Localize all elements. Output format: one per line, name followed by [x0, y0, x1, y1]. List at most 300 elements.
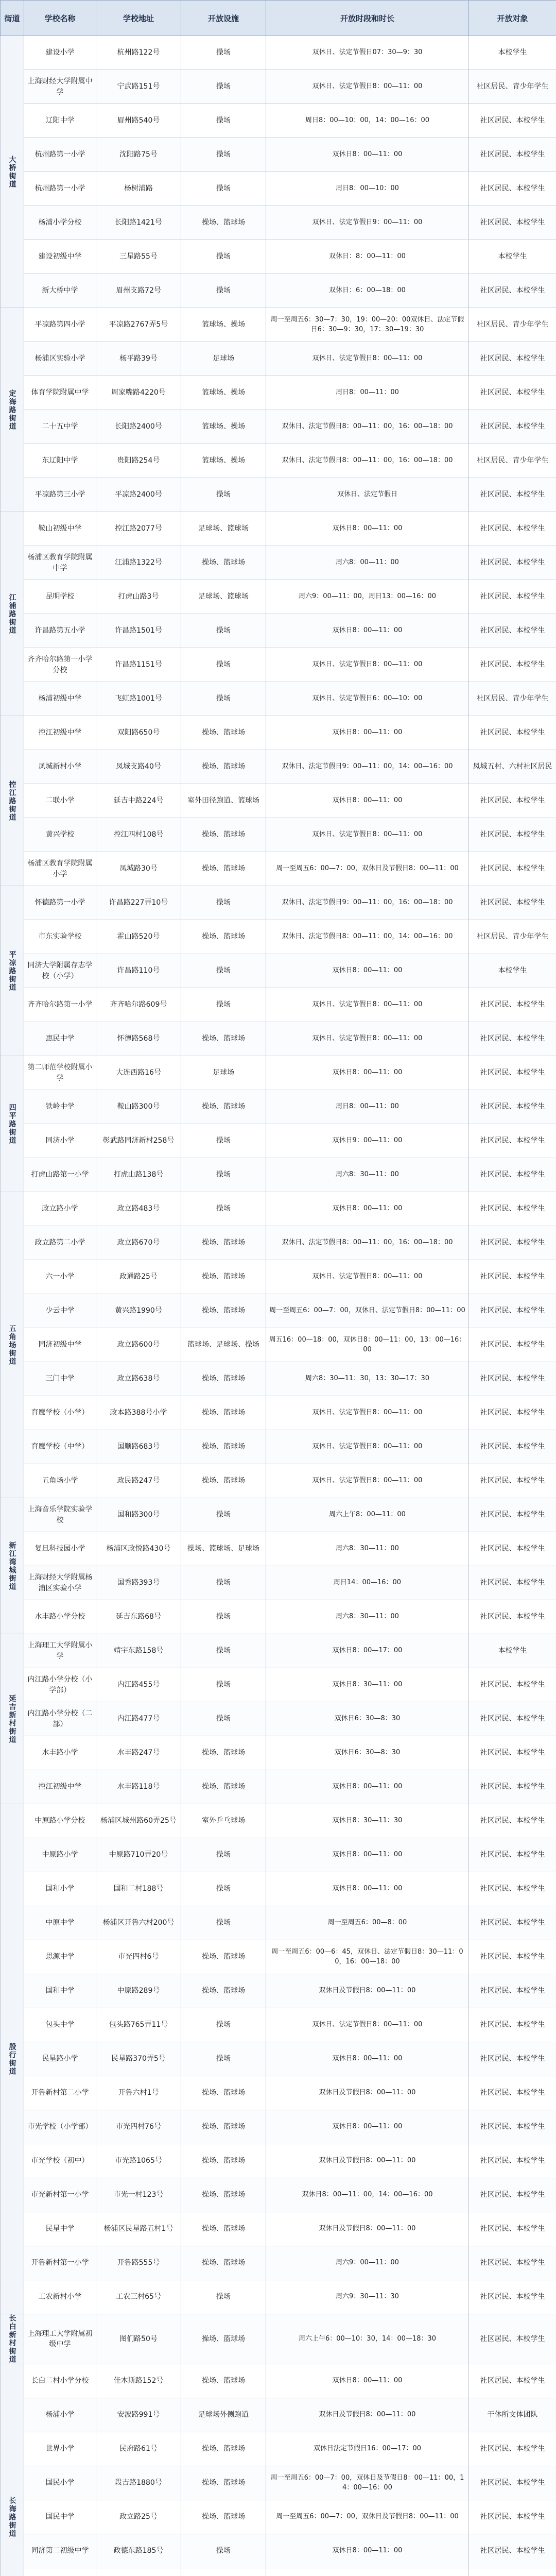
- school-address-cell: 政立路25号: [96, 2500, 181, 2534]
- open-hours-cell: 双休日、法定节假日9：00—11：00，16：00—18：00: [266, 886, 469, 920]
- school-name-cell: 五角场小学: [24, 1464, 96, 1498]
- table-row: [1, 206, 556, 240]
- open-audience-cell: 社区居民、本校学生: [469, 1872, 556, 1906]
- open-facilities-cell: 操场: [181, 988, 266, 1022]
- open-audience-cell: 社区居民、本校学生: [469, 2314, 556, 2364]
- school-name-cell: 齐齐哈尔路第一小学分校: [24, 648, 96, 682]
- school-address-cell: 图们路50号: [96, 2314, 181, 2364]
- school-name-cell: 国民中学: [24, 2500, 96, 2534]
- open-audience-cell: 社区居民、本校学生: [469, 2144, 556, 2178]
- open-audience-cell: 社区居民、本校学生: [469, 1498, 556, 1532]
- table-row: [1, 2500, 556, 2534]
- table-row: [1, 2466, 556, 2500]
- school-name-cell: 市光学校（小学部）: [24, 2110, 96, 2144]
- open-facilities-cell: 操场: [181, 274, 266, 308]
- school-name-cell: 上海音乐学院实验学校: [24, 1498, 96, 1532]
- school-name-cell: 怀德路第一小学: [24, 886, 96, 920]
- table-row: [1, 1192, 556, 1226]
- school-name-cell: 长白二村小学分校: [24, 2364, 96, 2398]
- open-hours-cell: 双休日、法定节假日8：00—11：00: [266, 2008, 469, 2042]
- open-hours-cell: 周六上午8：00—11：00: [266, 1498, 469, 1532]
- open-facilities-cell: 操场、篮球场: [181, 1940, 266, 1974]
- school-address-cell: 中原路710弄20号: [96, 1838, 181, 1872]
- table-row: [1, 2008, 556, 2042]
- open-hours-cell: 双休日、法定节假日07：30—9：30: [266, 36, 469, 70]
- open-facilities-cell: 操场: [181, 2534, 266, 2568]
- open-audience-cell: 社区居民、本校学生: [469, 1192, 556, 1226]
- table-body: [1, 36, 556, 2576]
- school-address-cell: 许昌路227弄10号: [96, 886, 181, 920]
- open-facilities-cell: 操场: [181, 1872, 266, 1906]
- open-hours-cell: 周日8：00—10：00，14：00—16：00: [266, 104, 469, 138]
- school-name-cell: 中原路小学: [24, 1838, 96, 1872]
- open-facilities-cell: 篮球场、足球场、操场: [181, 1328, 266, 1362]
- school-name-cell: 市光学校（初中）: [24, 2144, 96, 2178]
- open-hours-cell: 双休日8：00—11：00，14：00—16：00: [266, 2178, 469, 2212]
- school-address-cell: 沈阳路75号: [96, 138, 181, 172]
- open-facilities-cell: 足球场: [181, 342, 266, 376]
- open-facilities-cell: 篮球场、操场: [181, 376, 266, 410]
- school-address-cell: 政德东路185号: [96, 2534, 181, 2568]
- school-address-cell: 市光路1065号: [96, 2144, 181, 2178]
- school-name-cell: 杭州路第一小学: [24, 172, 96, 206]
- school-address-cell: 凤城支路40号: [96, 750, 181, 784]
- school-address-cell: 中原路289号: [96, 1974, 181, 2008]
- open-hours-cell: 周一至周五6：00—6：45，双休日、法定节假日8：30—11：00，16：00—18：00: [266, 1940, 469, 1974]
- open-facilities-cell: 操场: [181, 104, 266, 138]
- open-hours-cell: 双休日6：30—8：30: [266, 1702, 469, 1736]
- open-hours-cell: 周日14：00—16：00: [266, 1566, 469, 1600]
- school-address-cell: 国顺路683号: [96, 1430, 181, 1464]
- school-address-cell: 杭州路122号: [96, 36, 181, 70]
- open-audience-cell: 社区居民、本校学生: [469, 2466, 556, 2500]
- table-row: [1, 1736, 556, 1770]
- table-row: [1, 1022, 556, 1056]
- school-address-cell: 杨浦区开鲁六村200号: [96, 1906, 181, 1940]
- open-hours-cell: [266, 2568, 469, 2576]
- open-hours-cell: 双休日、法定节假日9：00—11：00，14：00—16：00: [266, 750, 469, 784]
- open-facilities-cell: 操场: [181, 2280, 266, 2314]
- school-address-cell: 延吉东路68号: [96, 1600, 181, 1634]
- open-hours-cell: 周一至周五6：00—7：00，双休日及节假日8：00—11：00，14：00—16：00: [266, 2466, 469, 2500]
- open-audience-cell: 社区居民、本校学生: [469, 104, 556, 138]
- school-name-cell: 上海理工大学附属小学: [24, 1634, 96, 1668]
- school-address-cell: 安波路991号: [96, 2398, 181, 2432]
- open-hours-cell: 双休日、法定节假日8：00—11：00: [266, 1022, 469, 1056]
- open-facilities-cell: 操场、篮球场: [181, 2076, 266, 2110]
- open-hours-cell: 双休日及节假日8：00—11：00: [266, 2144, 469, 2178]
- open-audience-cell: 社区居民、本校学生: [469, 2364, 556, 2398]
- table-row: [1, 1872, 556, 1906]
- table-row: [1, 512, 556, 546]
- school-address-cell: 许昌路1501号: [96, 614, 181, 648]
- open-facilities-cell: 操场、篮球场: [181, 1464, 266, 1498]
- school-address-cell: 开鲁路555号: [96, 2246, 181, 2280]
- table-row: [1, 1158, 556, 1192]
- open-facilities-cell: 篮球场、操场: [181, 410, 266, 444]
- open-facilities-cell: 操场: [181, 1192, 266, 1226]
- street-cell: 四平路街道: [1, 1056, 24, 1192]
- school-address-cell: 宁武路151号: [96, 70, 181, 104]
- school-address-cell: 民星路370弄5号: [96, 2042, 181, 2076]
- school-name-cell: 市东实验学校: [24, 920, 96, 954]
- open-facilities-cell: 操场: [181, 954, 266, 988]
- street-cell: 江浦路街道: [1, 512, 24, 716]
- open-hours-cell: 双休日及节假日8：00—11：00: [266, 1974, 469, 2008]
- header-open-hours: 开放时段和时长: [266, 1, 469, 36]
- open-hours-cell: 双休日及节假日8：00—11：00: [266, 2398, 469, 2432]
- school-name-cell: 开鲁新村第二小学: [24, 2076, 96, 2110]
- open-audience-cell: 社区居民、本校学生: [469, 784, 556, 818]
- open-facilities-cell: 操场、篮球场: [181, 716, 266, 750]
- school-address-cell: 包头路765弄11号: [96, 2008, 181, 2042]
- open-audience-cell: 干休所文体团队: [469, 2398, 556, 2432]
- open-hours-cell: 周六8：00—11：00: [266, 546, 469, 580]
- school-name-cell: 市光新村第一小学: [24, 2178, 96, 2212]
- school-address-cell: 杨浦区城州路60弄25号: [96, 1804, 181, 1838]
- school-name-cell: 上海财经大学附属杨浦区实验小学: [24, 1566, 96, 1600]
- open-facilities-cell: 操场、篮球场: [181, 1226, 266, 1260]
- school-name-cell: 新大桥中学: [24, 274, 96, 308]
- open-facilities-cell: 操场、篮球场: [181, 1974, 266, 2008]
- school-address-cell: 水丰路118号: [96, 1770, 181, 1804]
- open-facilities-cell: 操场、篮球场: [181, 2500, 266, 2534]
- open-audience-cell: 社区居民、本校学生: [469, 1090, 556, 1124]
- table-row: [1, 1396, 556, 1430]
- open-audience-cell: 社区居民、本校学生: [469, 1600, 556, 1634]
- school-address-cell: 周家嘴路4220号: [96, 376, 181, 410]
- open-facilities-cell: 操场: [181, 70, 266, 104]
- open-facilities-cell: 操场、篮球场: [181, 2246, 266, 2280]
- open-hours-cell: 双休日、法定节假日8：00—11：00，14：00—16：00: [266, 920, 469, 954]
- school-name-cell: 平凉路第三小学: [24, 478, 96, 512]
- school-address-cell: 控江四村108号: [96, 818, 181, 852]
- school-address-cell: 延吉中路224号: [96, 784, 181, 818]
- open-hours-cell: 双休日8：00—11：00: [266, 1056, 469, 1090]
- table-row: [1, 444, 556, 478]
- open-hours-cell: 双休日8：30—11：30: [266, 1804, 469, 1838]
- table-row: [1, 2178, 556, 2212]
- open-audience-cell: 本校学生: [469, 1634, 556, 1668]
- open-facilities-cell: 操场: [181, 172, 266, 206]
- table-row: [1, 1328, 556, 1362]
- open-hours-cell: 双休日8：00—11：00: [266, 716, 469, 750]
- open-hours-cell: 双休日、法定节假日8：00—11：00: [266, 1464, 469, 1498]
- open-facilities-cell: 操场: [181, 138, 266, 172]
- open-hours-cell: 双休日、法定节假日8：00—11：00: [266, 648, 469, 682]
- school-address-cell: 杨树浦路: [96, 172, 181, 206]
- open-audience-cell: 社区居民、本校学生: [469, 1294, 556, 1328]
- school-address-cell: 政民路247号: [96, 1464, 181, 1498]
- open-audience-cell: 社区居民、本校学生: [469, 2008, 556, 2042]
- open-facilities-cell: 操场: [181, 1158, 266, 1192]
- open-audience-cell: 社区居民、本校学生: [469, 1736, 556, 1770]
- open-facilities-cell: 室外田径跑道、篮球场: [181, 784, 266, 818]
- table-row: [1, 2042, 556, 2076]
- open-audience-cell: 本校学生: [469, 954, 556, 988]
- open-hours-cell: 双休日8：00—17：00: [266, 1634, 469, 1668]
- school-address-cell: 平凉路2400号: [96, 478, 181, 512]
- table-row: [1, 2568, 556, 2576]
- open-audience-cell: 社区居民、本校学生: [469, 1566, 556, 1600]
- table-row: [1, 1090, 556, 1124]
- school-address-cell: 靖宇东路158号: [96, 1634, 181, 1668]
- school-address-cell: 怀德路568号: [96, 1022, 181, 1056]
- open-audience-cell: 凤城五村、六村社区居民: [469, 750, 556, 784]
- open-audience-cell: 社区居民、本校学生: [469, 376, 556, 410]
- street-cell: 长白新村街道: [1, 2314, 24, 2364]
- table-row: [1, 1566, 556, 1600]
- open-hours-cell: 双休日8：00—11：00: [266, 2534, 469, 2568]
- open-audience-cell: 社区居民、本校学生: [469, 580, 556, 614]
- open-facilities-cell: 操场、篮球场: [181, 750, 266, 784]
- table-row: [1, 1362, 556, 1396]
- school-address-cell: 内江路477号: [96, 1702, 181, 1736]
- school-name-cell: 建设小学: [24, 36, 96, 70]
- open-facilities-cell: 足球场、篮球场: [181, 580, 266, 614]
- open-hours-cell: 双休日、法定节假日8：00—11：00，16：00—18：00: [266, 410, 469, 444]
- school-name-cell: 昆明学校: [24, 580, 96, 614]
- table-row: [1, 784, 556, 818]
- open-facilities-cell: 操场、篮球场: [181, 1260, 266, 1294]
- school-name-cell: 内江路小学分校（二部）: [24, 1702, 96, 1736]
- open-facilities-cell: 操场: [181, 1124, 266, 1158]
- table-row: [1, 954, 556, 988]
- table-row: [1, 2144, 556, 2178]
- open-hours-cell: 双休日、法定节假日8：00—11：00: [266, 818, 469, 852]
- street-cell: 新江湾城街道: [1, 1498, 24, 1634]
- open-facilities-cell: 操场: [181, 2008, 266, 2042]
- open-facilities-cell: 操场、篮球场: [181, 1022, 266, 1056]
- school-address-cell: 江浦路1322号: [96, 546, 181, 580]
- table-row: [1, 138, 556, 172]
- open-audience-cell: 社区居民、本校学生: [469, 2246, 556, 2280]
- school-address-cell: 内江路455号: [96, 1668, 181, 1702]
- open-audience-cell: 社区居民、本校学生: [469, 2076, 556, 2110]
- table-row: [1, 1498, 556, 1532]
- open-facilities-cell: 操场、篮球场: [181, 2364, 266, 2398]
- school-address-cell: 飞虹路1001号: [96, 682, 181, 716]
- school-address-cell: 民府路61号: [96, 2432, 181, 2466]
- open-audience-cell: 社区居民、本校学生: [469, 716, 556, 750]
- school-address-cell: 黄兴路1990号: [96, 1294, 181, 1328]
- school-name-cell: 内江路小学分校（小学部）: [24, 1668, 96, 1702]
- school-name-cell: 惠民中学: [24, 1022, 96, 1056]
- table-row: [1, 1226, 556, 1260]
- street-cell: 长海路街道: [1, 2364, 24, 2576]
- school-name-cell: 同济大学附属存志学校（小学）: [24, 954, 96, 988]
- open-hours-cell: 周五16：00—18：00，双休日8：00—11：00，13：00—16：00: [266, 1328, 469, 1362]
- open-facilities-cell: 操场: [181, 1498, 266, 1532]
- open-facilities-cell: 操场: [181, 648, 266, 682]
- street-cell: 殷行街道: [1, 1804, 24, 2314]
- school-address-cell: 齐齐哈尔路609号: [96, 988, 181, 1022]
- open-facilities-cell: [181, 2568, 266, 2576]
- school-name-cell: 同济第二初级中学: [24, 2534, 96, 2568]
- open-facilities-cell: 操场、篮球场: [181, 1770, 266, 1804]
- open-audience-cell: 社区居民、本校学生: [469, 1974, 556, 2008]
- open-facilities-cell: 操场、篮球场: [181, 920, 266, 954]
- open-hours-cell: 周六9：30—11：30: [266, 2280, 469, 2314]
- open-hours-cell: 双休日及节假日8：00—11：00: [266, 2076, 469, 2110]
- open-hours-cell: 周日8：00—11：00: [266, 1090, 469, 1124]
- open-hours-cell: 双休日：8：00—11：00: [266, 240, 469, 274]
- open-facilities-cell: 操场: [181, 1634, 266, 1668]
- school-address-cell: 长阳路2400号: [96, 410, 181, 444]
- open-hours-cell: 双休日8：00—11：00: [266, 1838, 469, 1872]
- open-audience-cell: 社区居民、青少年学生: [469, 682, 556, 716]
- open-facilities-cell: 足球场: [181, 1056, 266, 1090]
- school-address-cell: 凤城路30号: [96, 852, 181, 886]
- table-row: [1, 342, 556, 376]
- open-hours-cell: 周一至周五6：00—7：00，双休日及节假日8：00—11：00: [266, 2500, 469, 2534]
- open-audience-cell: 社区居民、本校学生: [469, 1260, 556, 1294]
- table-row: [1, 274, 556, 308]
- open-audience-cell: 社区居民、本校学生: [469, 1226, 556, 1260]
- table-row: [1, 2246, 556, 2280]
- school-name-cell: 工农新村小学: [24, 2280, 96, 2314]
- table-row: [1, 1668, 556, 1702]
- table-row: [1, 580, 556, 614]
- school-name-cell: 二联小学: [24, 784, 96, 818]
- table-row: [1, 988, 556, 1022]
- school-address-cell: 打虎山路3号: [96, 580, 181, 614]
- open-hours-cell: 周一至周五6：30—7：30，19：00—20：00双休日、法定节假日6：30—9：30，17：30—19：30: [266, 308, 469, 342]
- table-row: [1, 1260, 556, 1294]
- open-audience-cell: 社区居民、本校学生: [469, 410, 556, 444]
- school-name-cell: 政立路小学: [24, 1192, 96, 1226]
- open-hours-cell: 双休日8：00—11：00: [266, 2110, 469, 2144]
- open-facilities-cell: 操场、篮球场: [181, 1736, 266, 1770]
- school-address-cell: 政立路638号: [96, 1362, 181, 1396]
- open-audience-cell: 社区居民、青少年学生: [469, 444, 556, 478]
- school-address-cell: 控江路2077号: [96, 512, 181, 546]
- open-facilities-cell: 操场: [181, 886, 266, 920]
- open-facilities-cell: 操场、篮球场: [181, 2144, 266, 2178]
- open-audience-cell: 社区居民、本校学生: [469, 1940, 556, 1974]
- school-name-cell: 建设初级中学: [24, 240, 96, 274]
- open-audience-cell: 本校学生: [469, 36, 556, 70]
- open-audience-cell: 社区居民、本校学生: [469, 2432, 556, 2466]
- school-name-cell: 控江初级中学: [24, 716, 96, 750]
- open-hours-cell: 双休日8：00—11：00: [266, 1770, 469, 1804]
- table-row: [1, 1838, 556, 1872]
- open-audience-cell: 社区居民、本校学生: [469, 1906, 556, 1940]
- open-facilities-cell: 操场、篮球场: [181, 818, 266, 852]
- open-hours-cell: 双休日8：00—11：00: [266, 784, 469, 818]
- table-row: [1, 1294, 556, 1328]
- table-row: [1, 614, 556, 648]
- open-hours-cell: 周一至周五6：00—8：00: [266, 1906, 469, 1940]
- school-name-cell: 铁岭中学: [24, 1090, 96, 1124]
- open-audience-cell: 社区居民、本校学生: [469, 1056, 556, 1090]
- open-hours-cell: 周一至周五6：00—7：00，双休日、法定节假日8：00—11：00: [266, 1294, 469, 1328]
- open-facilities-cell: 操场: [181, 1702, 266, 1736]
- open-hours-cell: 双休日8：30—11：00: [266, 1668, 469, 1702]
- open-audience-cell: 社区居民、本校学生: [469, 1396, 556, 1430]
- table-row: [1, 750, 556, 784]
- open-hours-cell: 周六8：30—11：00: [266, 1158, 469, 1192]
- school-name-cell: 中原中学: [24, 1906, 96, 1940]
- open-facilities-cell: 操场、篮球场: [181, 2110, 266, 2144]
- school-name-cell: 水丰路小学: [24, 1736, 96, 1770]
- school-name-cell: 平凉路第四小学: [24, 308, 96, 342]
- school-address-cell: 市光四村76号: [96, 2110, 181, 2144]
- open-audience-cell: 社区居民、本校学生: [469, 1124, 556, 1158]
- open-audience-cell: 社区居民、本校学生: [469, 1022, 556, 1056]
- open-audience-cell: 社区居民、本校学生: [469, 1770, 556, 1804]
- school-name-cell: 二十五中学: [24, 410, 96, 444]
- school-name-cell: 三门中学: [24, 1362, 96, 1396]
- open-audience-cell: 社区居民、本校学生: [469, 1362, 556, 1396]
- open-audience-cell: 本校学生: [469, 240, 556, 274]
- school-name-cell: 杨浦区实验小学: [24, 342, 96, 376]
- open-audience-cell: 社区居民、本校学生: [469, 1702, 556, 1736]
- open-audience-cell: 社区居民、青少年学生: [469, 920, 556, 954]
- table-row: [1, 104, 556, 138]
- open-hours-cell: 双休日：6：00—18：00: [266, 274, 469, 308]
- school-name-cell: 国和中学: [24, 1974, 96, 2008]
- school-name-cell: 杨浦初级中学: [24, 682, 96, 716]
- open-audience-cell: 社区居民、本校学生: [469, 1464, 556, 1498]
- open-facilities-cell: 足球场、篮球场: [181, 512, 266, 546]
- school-name-cell: 齐齐哈尔路第一小学: [24, 988, 96, 1022]
- school-address-cell: 国秀路393号: [96, 1566, 181, 1600]
- open-audience-cell: 社区居民、本校学生: [469, 2534, 556, 2568]
- school-address-cell: 长阳路1421号: [96, 206, 181, 240]
- school-name-cell: 第二师范学校附属小学: [24, 1056, 96, 1090]
- open-audience-cell: 社区居民、本校学生: [469, 478, 556, 512]
- open-facilities-cell: 操场、篮球场: [181, 2212, 266, 2246]
- school-address-cell: 杨浦区民星路五村1号: [96, 2212, 181, 2246]
- school-address-cell: 打虎山路138号: [96, 1158, 181, 1192]
- table-row: [1, 716, 556, 750]
- open-audience-cell: 社区居民、本校学生: [469, 206, 556, 240]
- open-hours-cell: 周一至周五6：00—7：00，双休日及节假日8：00—11：00: [266, 852, 469, 886]
- open-hours-cell: 周日8：00—11：00: [266, 376, 469, 410]
- table-row: [1, 818, 556, 852]
- open-facilities-cell: 操场: [181, 1600, 266, 1634]
- open-audience-cell: 社区居民、本校学生: [469, 2042, 556, 2076]
- open-hours-cell: 双休日、法定节假日8：00—11：00: [266, 1260, 469, 1294]
- school-address-cell: 国和二村188号: [96, 1872, 181, 1906]
- school-address-cell: 大连西路16号: [96, 1056, 181, 1090]
- school-address-cell: 水丰路247号: [96, 1736, 181, 1770]
- open-hours-cell: 双休日8：00—11：00: [266, 512, 469, 546]
- school-address-cell: 市光一村123号: [96, 2178, 181, 2212]
- open-hours-cell: 双休日8：00—11：00: [266, 2364, 469, 2398]
- school-address-cell: 双阳路650号: [96, 716, 181, 750]
- header-open-audience: 开放对象: [469, 1, 556, 36]
- school-name-cell: 体育学院附属中学: [24, 376, 96, 410]
- school-name-cell: 中原路小学分校: [24, 1804, 96, 1838]
- open-hours-cell: 双休日、法定节假日8：00—11：00: [266, 988, 469, 1022]
- table-row: [1, 2364, 556, 2398]
- open-audience-cell: [469, 2568, 556, 2576]
- open-facilities-cell: 操场: [181, 1668, 266, 1702]
- open-hours-cell: 双休日、法定节假日8：00—11：00: [266, 342, 469, 376]
- school-name-cell: 辽阳中学: [24, 104, 96, 138]
- open-facilities-cell: 操场: [181, 1906, 266, 1940]
- table-row: [1, 682, 556, 716]
- table-row: [1, 376, 556, 410]
- header-row: [1, 1, 556, 36]
- open-hours-cell: 双休日8：00—11：00: [266, 138, 469, 172]
- school-name-cell: 许昌路第五小学: [24, 614, 96, 648]
- school-address-cell: 鞍山路300号: [96, 1090, 181, 1124]
- open-facilities-cell: 操场、篮球场、足球场: [181, 1532, 266, 1566]
- open-audience-cell: 社区居民、本校学生: [469, 1668, 556, 1702]
